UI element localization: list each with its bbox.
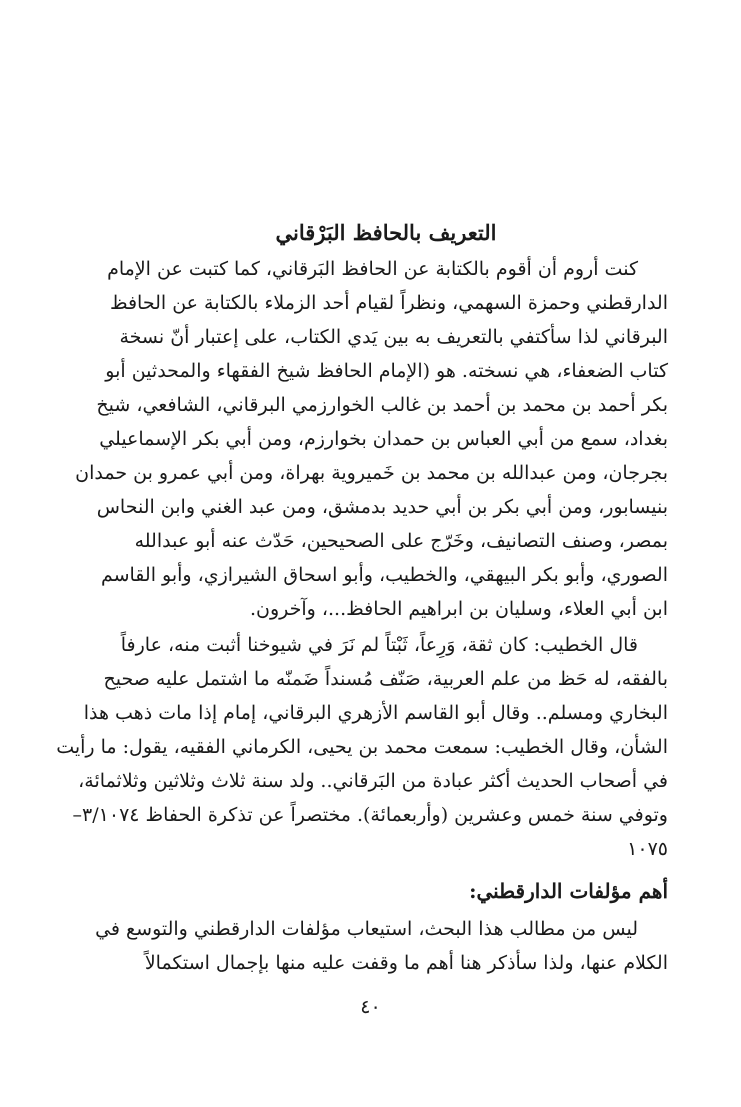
text-line: ١٠٧٥ bbox=[627, 838, 668, 860]
page-number: ٤٠ bbox=[360, 996, 381, 1018]
text-line: بجرجان، ومن عبدالله بن محمد بن خَميروية بهراة، ومن أبي عمرو بن حمدان bbox=[75, 462, 668, 484]
text-line: الصوري، وأبو بكر البيهقي، والخطيب، وأبو اسحاق الشيرازي، وأبو القاسم bbox=[100, 564, 668, 586]
article-heading: التعريف بالحافظ البَرْقاني bbox=[275, 220, 497, 245]
text-line: الشأن، وقال الخطيب: سمعت محمد بن يحيى، الكرماني الفقيه، يقول: ما رأيت bbox=[56, 736, 668, 758]
text-line: ليس من مطالب هذا البحث، استيعاب مؤلفات الدارقطني والتوسع في bbox=[95, 918, 638, 940]
text-line: ابن أبي العلاء، وسليان بن ابراهيم الحافظ...، وآخرون. bbox=[249, 598, 668, 620]
text-line: البرقاني لذا سأكتفي بالتعريف به بين يَدي الكتاب، على إعتبار أنّ نسخة bbox=[119, 326, 668, 348]
text-line: بغداد، سمع من أبي العباس بن حمدان بخوارزم، ومن أبي بكر الإسماعيلي bbox=[99, 428, 668, 450]
paragraph-3 bbox=[95, 912, 668, 980]
text-line: الدارقطني وحمزة السهمي، ونظراً لقيام أحد الزملاء بالكتابة عن الحافظ bbox=[109, 292, 668, 314]
section-heading: أهم مؤلفات الدارقطني: bbox=[469, 879, 668, 903]
text-line: في أصحاب الحديث أكثر عبادة من البَرقاني.. ولد سنة ثلاث وثلاثين وثلاثمائة، bbox=[78, 770, 668, 792]
paragraph-2 bbox=[56, 628, 668, 866]
text-line: كنت أروم أن أقوم بالكتابة عن الحافظ البَرقاني، كما كتبت عن الإمام bbox=[107, 258, 638, 280]
text-line: الكلام عنها، ولذا سأذكر هنا أهم ما وقفت عليه منها بإجمال استكمالاً bbox=[144, 952, 668, 974]
text-line: البخاري ومسلم.. وقال أبو القاسم الأزهري البرقاني، إمام إذا مات ذهب هذا bbox=[83, 702, 668, 724]
text-line: قال الخطيب: كان ثقة، وَرِعاً، ثَبْتاً لم نَرَ في شيوخنا أثبت منه، عارفاً bbox=[120, 634, 638, 656]
text-line: بمصر، وصنف التصانيف، وخَرّج على الصحيحين، حَدّث عنه أبو عبدالله bbox=[134, 530, 668, 552]
text-line: بكر أحمد بن محمد بن أحمد بن غالب الخوارزمي البرقاني، الشافعي، شيخ bbox=[96, 394, 668, 416]
text-line: بنيسابور، ومن أبي بكر بن أبي حديد بدمشق، ومن عبد الغني وابن النحاس bbox=[96, 496, 668, 518]
text-line: كتاب الضعفاء، هي نسخته. هو (الإمام الحافظ شيخ الفقهاء والمحدثين أبو bbox=[105, 360, 668, 382]
text-line: بالفقه، له حَظ من علم العربية، صَنّف مُسنداً ضَمنّه ما اشتمل عليه صحيح bbox=[103, 668, 668, 690]
paragraph-1 bbox=[75, 252, 668, 626]
text-line: وتوفي سنة خمس وعشرين (وأربعمائة). مختصراً عن تذكرة الحفاظ ٣/١٠٧٤– bbox=[72, 804, 668, 826]
